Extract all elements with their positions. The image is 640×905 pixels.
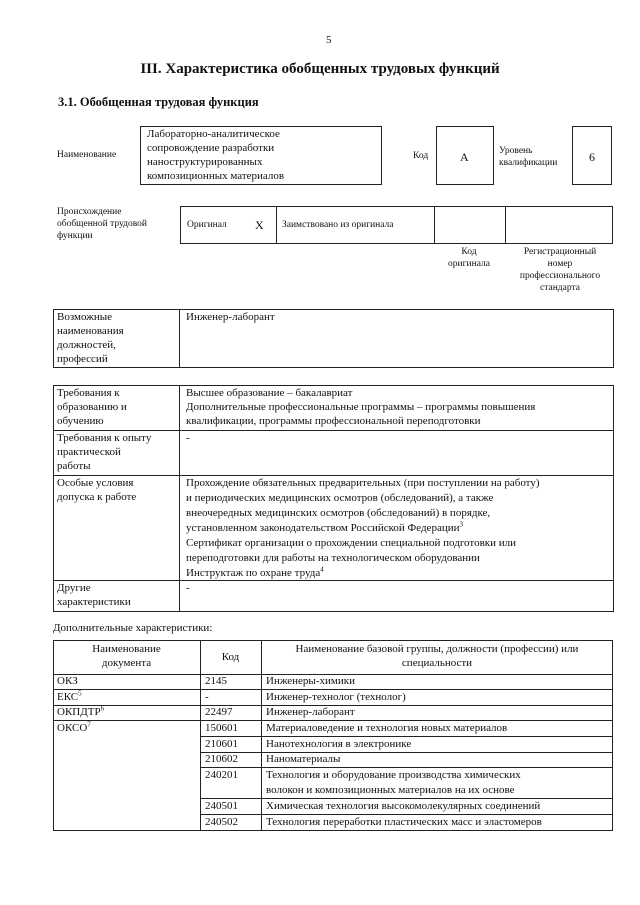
table-row-doc: ОКСО$^7$: [57, 720, 91, 734]
level-label-line: Уровень: [499, 146, 533, 156]
original-mark: X: [255, 218, 264, 232]
req-label-line: практической: [57, 446, 121, 458]
positions-label-line: наименования: [57, 325, 124, 337]
req-value-line: переподготовки для работы на технологическом оборудовании: [186, 552, 480, 564]
req-label-line: Требования к опыту: [57, 432, 152, 444]
reg-number-line: профессионального: [519, 271, 601, 281]
req-value-line: установленном законодательством Российской Федерации$^3$: [186, 520, 463, 534]
table-row-name: Инженеры-химики: [266, 675, 355, 687]
req-value-line: внеочередных медицинских осмотров (обследований) в порядке,: [186, 507, 491, 519]
table-row-code: 22497: [205, 706, 233, 718]
req-value-line: -: [186, 582, 190, 594]
req-value-line: Инструктаж по охране труда$^4$: [186, 565, 324, 579]
header-doc-line: документа: [101, 657, 152, 669]
name-value-line: композиционных материалов: [147, 170, 285, 182]
table-row-name: Технология переработки пластических масс и эластомеров: [266, 816, 542, 828]
table-row-name: Технология и оборудование производства химических: [266, 769, 521, 781]
table-row-code: -: [205, 691, 209, 703]
code-label: Код: [413, 151, 429, 161]
req-label-line: Требования к: [57, 387, 120, 399]
header-code: Код: [221, 651, 240, 663]
req-label-line: образованию и: [57, 401, 127, 413]
original-label: Оригинал: [187, 220, 227, 230]
header-name-line: специальности: [401, 657, 473, 669]
name-value-line: наноструктурированных: [147, 156, 263, 168]
page-number: 5: [326, 34, 332, 46]
positions-label-line: должностей,: [57, 339, 116, 351]
req-value-line: квалификации, программы профессиональной переподготовки: [186, 415, 481, 427]
origin-table: [180, 206, 613, 244]
positions-label-line: Возможные: [57, 311, 112, 323]
positions-value: Инженер-лаборант: [186, 311, 275, 323]
table-row-name: Наноматериалы: [266, 753, 341, 765]
req-value-line: Сертификат организации о прохождении специальной подготовки или: [186, 537, 517, 549]
req-value-line: Дополнительные профессиональные программы – программы повышения: [186, 401, 536, 413]
level-value: 6: [589, 150, 595, 164]
table-row-name: Материаловедение и технология новых материалов: [266, 722, 508, 734]
reg-number-line: номер: [547, 259, 573, 269]
req-value-line: Высшее образование – бакалавриат: [186, 387, 353, 399]
table-row-code: 2145: [205, 675, 227, 687]
positions-table: [53, 309, 614, 368]
origin-label-line: Происхождение: [57, 207, 122, 217]
reg-number-line: Регистрационный: [523, 247, 597, 257]
table-row-name: волокон и композиционных материалов на их основе: [266, 784, 515, 796]
level-value-box: [572, 126, 612, 185]
name-value-line: сопровождение разработки: [147, 142, 275, 154]
subsection-title: 3.1. Обобщенная трудовая функция: [58, 95, 259, 109]
req-value-line: Прохождение обязательных предварительных (при поступлении на работу): [186, 477, 540, 489]
table-row-name: Инженер-лаборант: [266, 706, 355, 718]
table-row-name: Инженер-технолог (технолог): [266, 691, 406, 703]
code-value: A: [460, 150, 469, 164]
name-value-box: [140, 126, 382, 185]
section-title: III. Характеристика обобщенных трудовых функций: [140, 61, 500, 77]
table-row-code: 210601: [205, 738, 238, 750]
table-row-doc: ЕКС$^5$: [57, 689, 82, 703]
header-name-line: Наименование базовой группы, должности (профессии) или: [295, 643, 579, 655]
origin-label-line: обобщенной трудовой: [57, 219, 147, 229]
table-row-name: Нанотехнология в электронике: [266, 738, 412, 750]
header-doc-line: Наименование: [92, 643, 161, 655]
additional-title: Дополнительные характеристики:: [53, 622, 213, 634]
table-row-code: 240501: [205, 800, 238, 812]
req-label-line: обучению: [57, 415, 104, 427]
req-label-line: работы: [57, 460, 91, 472]
req-label-line: Особые условия: [57, 477, 134, 489]
reg-number-line: стандарта: [540, 283, 580, 293]
code-value-box: [436, 126, 494, 185]
origin-label-line: функции: [57, 231, 93, 241]
req-value-line: и периодических медицинских осмотров (обследований), а также: [186, 492, 494, 504]
table-row-code: 210602: [205, 753, 238, 765]
table-row-name: Химическая технология высокомолекулярных соединений: [266, 800, 541, 812]
level-label-line: квалификации: [499, 158, 558, 168]
borrowed-label: Заимствовано из оригинала: [282, 220, 394, 230]
name-label: Наименование: [57, 150, 117, 160]
name-value-line: Лабораторно-аналитическое: [147, 128, 280, 140]
req-label-line: Другие: [57, 582, 91, 594]
table-row-code: 150601: [205, 722, 238, 734]
positions-label-line: профессий: [57, 353, 108, 365]
table-row-doc: ОКЗ: [57, 675, 78, 687]
req-label-line: характеристики: [57, 596, 131, 608]
code-original-line: оригинала: [448, 259, 490, 269]
table-row-doc: ОКПДТР$^6$: [57, 704, 105, 718]
code-original-line: Код: [461, 247, 477, 257]
table-row-code: 240201: [205, 769, 238, 781]
req-value-line: -: [186, 432, 190, 444]
req-label-line: допуска к работе: [57, 491, 137, 503]
table-row-code: 240502: [205, 816, 238, 828]
